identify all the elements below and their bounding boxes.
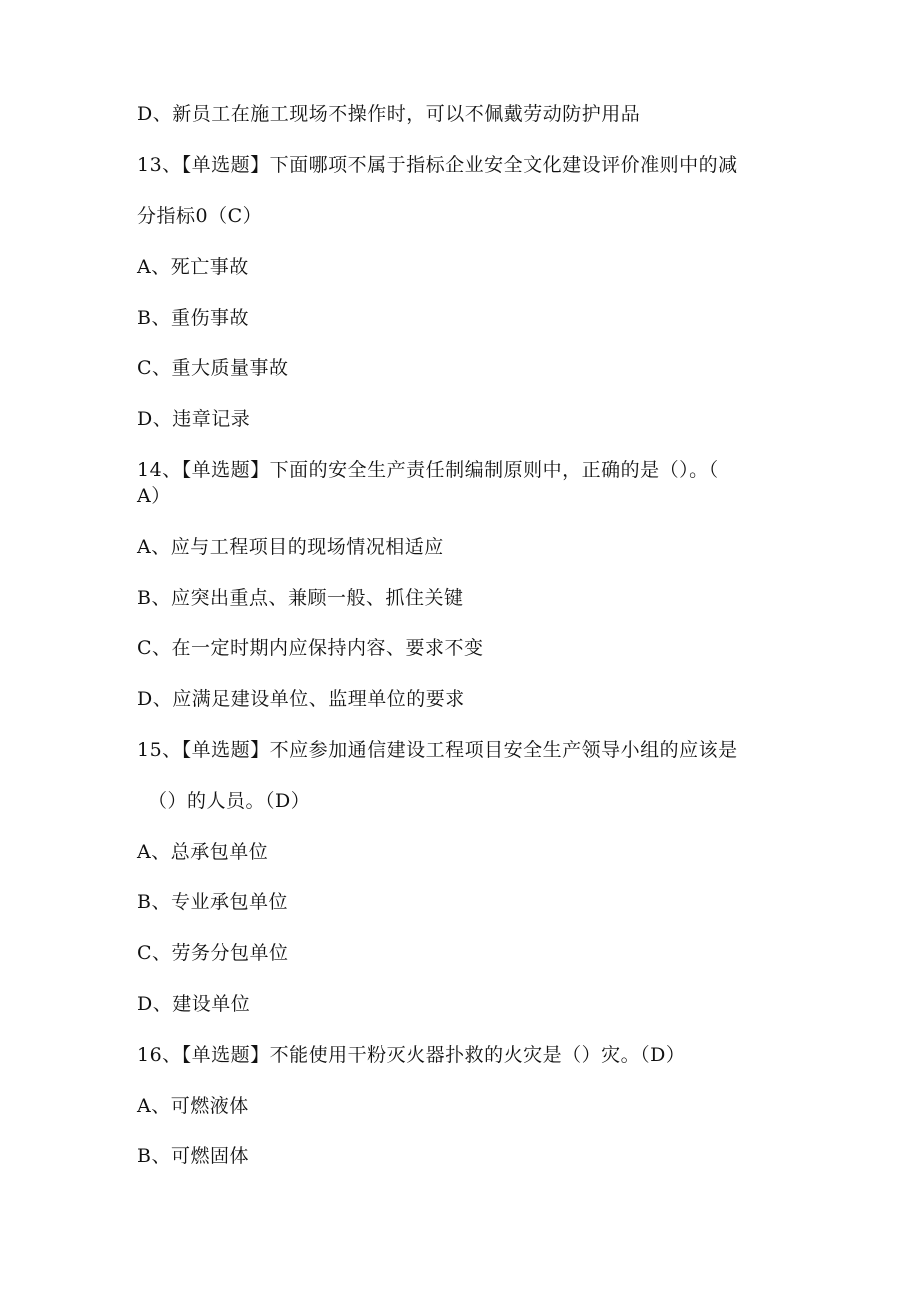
question-15-line-2: （）的人员。（D） [148,790,311,812]
question-13-line-2: 分指标0（C） [137,205,263,227]
option-15-a: A、总承包单位 [137,841,269,863]
option-15-d: D、建设单位 [137,993,251,1015]
option-15-b: B、专业承包单位 [137,891,288,913]
option-14-d: D、应满足建设单位、监理单位的要求 [137,688,465,710]
question-13-line-1: 13、【单选题】下面哪项不属于指标企业安全文化建设评价准则中的减 [137,154,738,176]
option-14-c: C、在一定时期内应保持内容、要求不变 [137,637,484,659]
option-13-b: B、重伤事故 [137,307,249,329]
question-14-line-2: A） [137,485,171,507]
question-14-line-1: 14、【单选题】下面的安全生产责任制编制原则中，正确的是（）。（ [137,459,719,481]
option-13-a: A、死亡事故 [137,256,249,278]
option-15-c: C、劳务分包单位 [137,942,289,964]
option-14-b: B、应突出重点、兼顾一般、抓住关键 [137,587,464,609]
option-16-b: B、可燃固体 [137,1145,249,1167]
option-13-d: D、违章记录 [137,408,251,430]
question-16-line-1: 16、【单选题】不能使用干粉灭火器扑救的火灾是（）灾。（D） [137,1044,686,1066]
option-14-a: A、应与工程项目的现场情况相适应 [137,536,444,558]
question-15-line-1: 15、【单选题】不应参加通信建设工程项目安全生产领导小组的应该是 [137,739,738,761]
option-13-c: C、重大质量事故 [137,357,289,379]
option-12-d: D、新员工在施工现场不操作时，可以不佩戴劳动防护用品 [137,103,641,125]
option-16-a: A、可燃液体 [137,1095,249,1117]
